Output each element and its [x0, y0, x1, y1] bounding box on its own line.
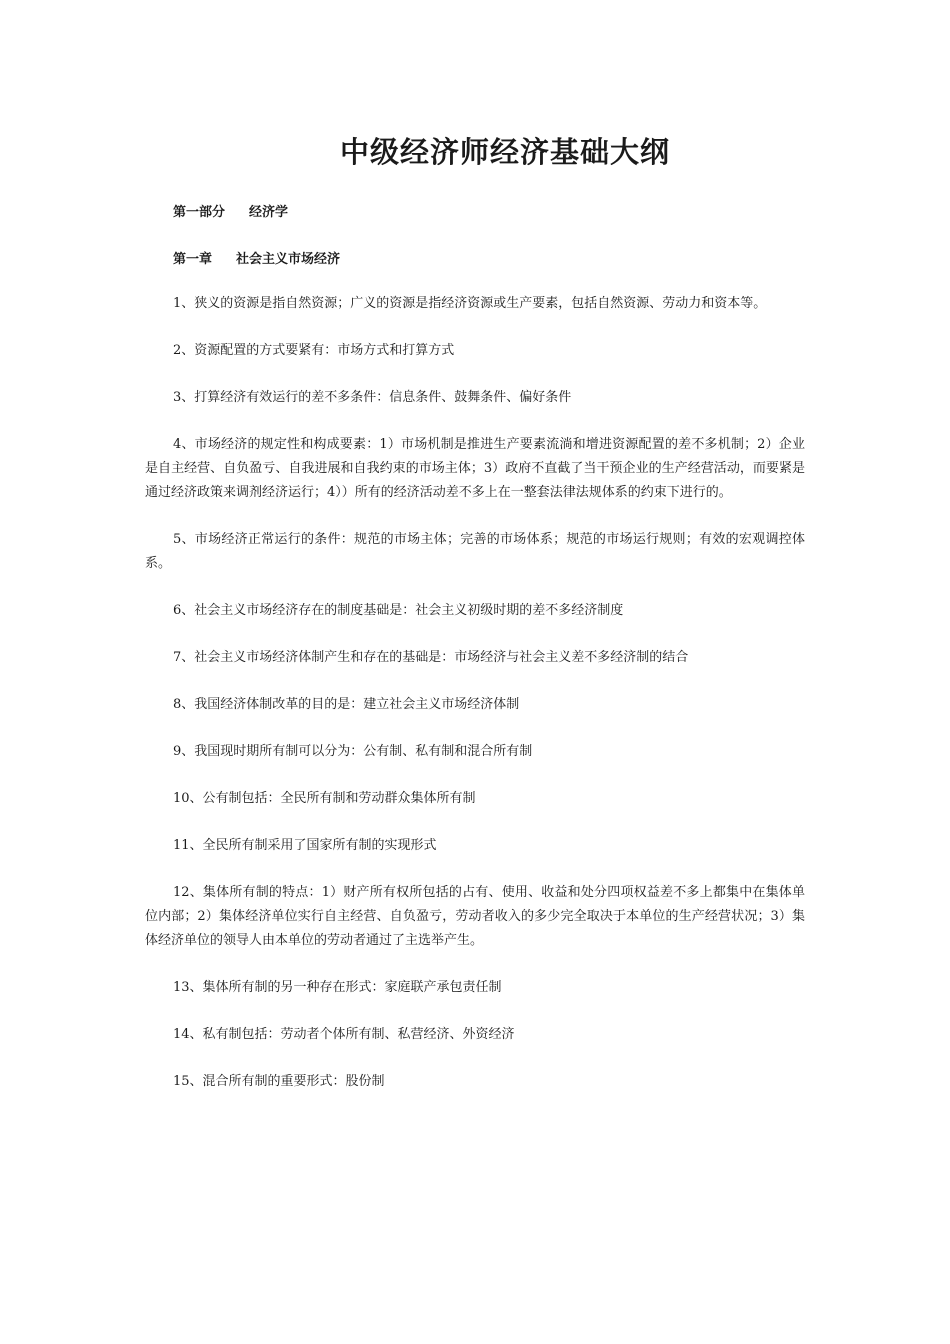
paragraph: 8、我国经济体制改革的目的是：建立社会主义市场经济体制	[173, 697, 520, 712]
paragraph: 2、资源配置的方式要紧有：市场方式和打算方式	[173, 343, 455, 358]
paragraph: 3、打算经济有效运行的差不多条件：信息条件、鼓舞条件、偏好条件	[173, 390, 572, 405]
document-title: 中级经济师经济基础大纲	[339, 135, 670, 169]
part-name: 经济学	[249, 205, 289, 220]
paragraph: 9、我国现时期所有制可以分为：公有制、私有制和混合所有制	[173, 744, 533, 759]
part-label: 第一部分	[173, 205, 226, 220]
paragraph: 12、集体所有制的特点：1）财产所有权所包括的占有、使用、收益和处分四项权益差不多上都集中在集体单位内部；2）集体经济单位实行自主经营、自负盈亏，劳动者收入的多少完全取决于本单位的生产经营状况；3）集体经济单位的领导人由本单位的劳动者通过了主选举产生。	[145, 885, 805, 948]
paragraph: 13、集体所有制的另一种存在形式：家庭联产承包责任制	[173, 980, 502, 995]
paragraph: 7、社会主义市场经济体制产生和存在的基础是：市场经济与社会主义差不多经济制的结合	[173, 650, 689, 665]
paragraph: 11、全民所有制采用了国家所有制的实现形式	[173, 838, 437, 853]
paragraph: 6、社会主义市场经济存在的制度基础是：社会主义初级时期的差不多经济制度	[173, 603, 624, 618]
chapter-heading	[173, 248, 340, 267]
paragraph: 1、狭义的资源是指自然资源；广义的资源是指经济资源或生产要素，包括自然资源、劳动力和资本等。	[173, 296, 767, 311]
document-body	[145, 292, 805, 1117]
chapter-label: 第一章	[173, 252, 213, 267]
paragraph: 14、私有制包括：劳动者个体所有制、私营经济、外资经济	[173, 1027, 515, 1042]
paragraph: 5、市场经济正常运行的条件：规范的市场主体；完善的市场体系；规范的市场运行规则；有效的宏观调控体系。	[145, 532, 805, 571]
paragraph: 15、混合所有制的重要形式：股份制	[173, 1074, 385, 1089]
part-heading	[173, 201, 288, 220]
paragraph: 10、公有制包括：全民所有制和劳动群众集体所有制	[173, 791, 476, 806]
chapter-name: 社会主义市场经济	[236, 252, 341, 267]
paragraph: 4、市场经济的规定性和构成要素：1）市场机制是推进生产要素流淌和增进资源配置的差不多机制；2）企业是自主经营、自负盈亏、自我进展和自我约束的市场主体；3）政府不直截了当干预企业的生产经营活动，而要紧是通过经济政策来调剂经济运行；4））所有的经济活动差不多上在一整套法律法规体系的约束下进行的。	[145, 437, 805, 500]
